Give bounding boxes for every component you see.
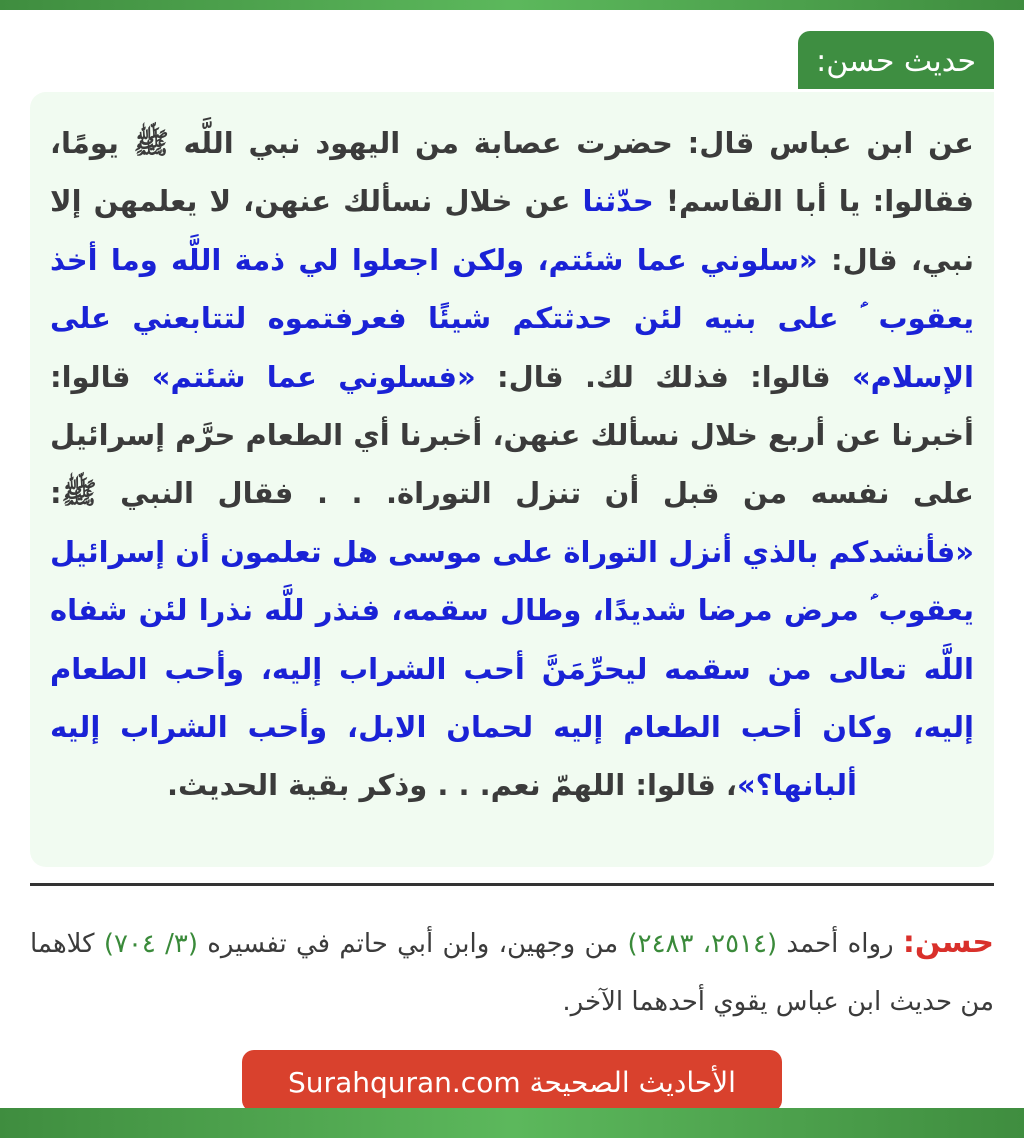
hadith-narration-segment: قالوا: أخبرنا عن أربع خلال نسألك عنهن، أخبرنا أي الطعام حرَّم إسرائيل على نفسه من قبل أن تنزل التوراة. . . فقال النبي ﷺ: xyxy=(50,359,974,511)
grading-text-1: رواه أحمد xyxy=(777,929,903,959)
hadith-narration-segment: قالوا: فذلك لك. قال: xyxy=(475,359,852,394)
hadith-quote-segment: «فسلوني عما شئتم» xyxy=(151,359,476,394)
reference-2: (٣/ ٧٠٤) xyxy=(103,929,199,959)
divider xyxy=(30,883,994,886)
site-link-button[interactable]: الأحاديث الصحيحة Surahquran.com xyxy=(242,1050,782,1112)
grading-text-3: كلاهما من حديث ابن عباس يقوي أحدهما الآخر. xyxy=(30,929,994,1017)
grading-text-2: من وجهين، وابن أبي حاتم في تفسيره xyxy=(198,929,628,959)
hadith-narration-segment: ، قالوا: اللهمّ نعم. . . وذكر بقية الحديث. xyxy=(166,768,737,803)
hadith-text xyxy=(50,114,974,815)
top-accent-bar xyxy=(0,0,1024,10)
grading-paragraph xyxy=(30,914,994,1031)
hadith-quote-segment: حدّثنا xyxy=(582,184,654,219)
bottom-accent-bar xyxy=(0,1108,1024,1138)
hadith-narration-segment: عن خلال نسألك عنهن، لا يعلمهن إلا نبي، قال: xyxy=(50,184,974,277)
hadith-box xyxy=(30,92,994,867)
hadith-quote-segment: «سلوني عما شئتم، ولكن اجعلوا لي ذمة اللَّه وما أخذ يعقوب ؑ على بنيه لئن حدثتكم شيئًا فعرفتموه لتتابعني على الإسلام» xyxy=(50,242,974,394)
reference-1: (٢٥١٤، ٢٤٨٣) xyxy=(627,929,778,959)
section-label: حديث حسن: xyxy=(798,31,994,89)
hadith-quote-segment: «فأنشدكم بالذي أنزل التوراة على موسى هل تعلمون أن إسرائيل يعقوب ؑ مرض مرضا شديدًا، وطال سقمه، فنذر للَّه نذرا لئن شفاه اللَّه تعالى من سقمه ليحرِّمَنَّ أحب الشراب إليه، وأحب الطعام إليه، وكان أحب الطعام إليه لحمان الابل، وأحب الشراب إليه ألبانها؟» xyxy=(50,534,974,803)
hadith-narration-segment: عن ابن عباس قال: حضرت عصابة من اليهود نبي اللَّه ﷺ يومًا، فقالوا: يا أبا القاسم! xyxy=(50,126,974,219)
grade-label: حسن: xyxy=(902,925,995,960)
